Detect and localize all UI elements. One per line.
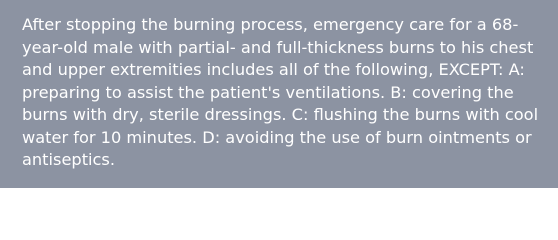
question-text: After stopping the burning process, emergency care for a 68-year-old male with partial- and full-thickness burns to his chest and upper extremities includes all of the following, EXCEPT: A: preparing to assist the patient's ventilations. B: covering the burns with dry, sterile dressings. C: flushing the burns with cool water for 10 minutes. D: avoiding the use of burn ointments or antiseptics. (22, 15, 539, 169)
